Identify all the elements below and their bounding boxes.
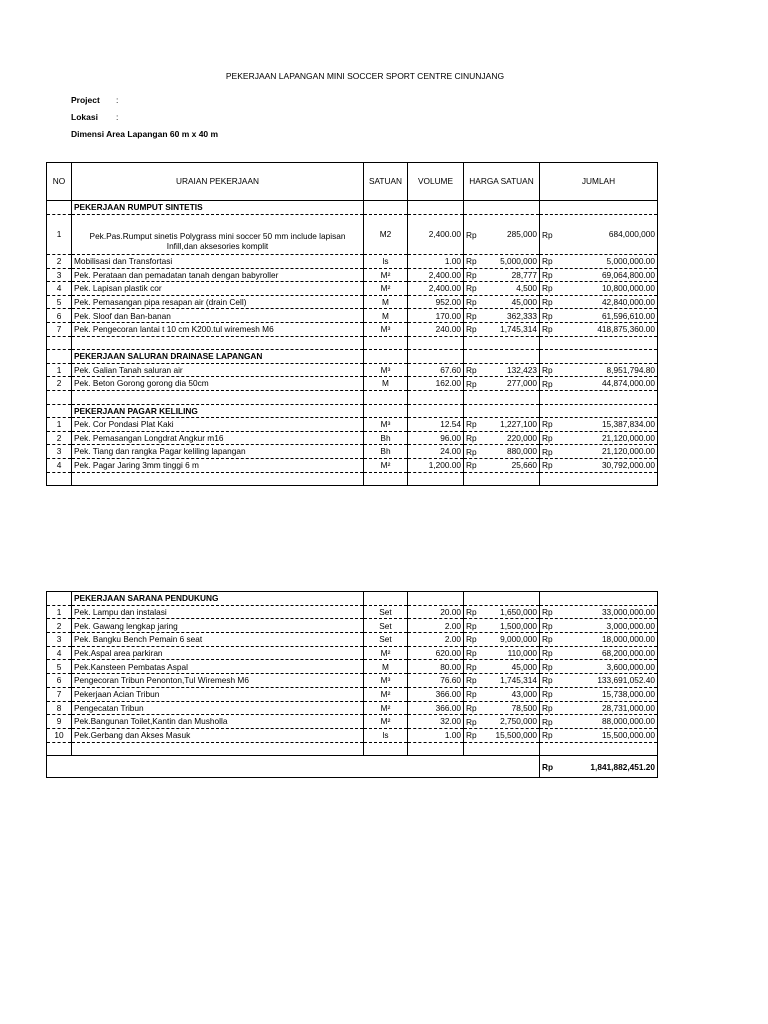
- row-unit: M: [364, 295, 408, 309]
- total-value: 15,738,000.00: [601, 689, 655, 699]
- row-desc: Pekerjaan Acian Tribun: [72, 687, 364, 701]
- row-volume: 2.00: [408, 619, 464, 633]
- total-value: 21,120,000.00: [601, 446, 655, 457]
- row-unit: M²: [364, 687, 408, 701]
- section-title: PEKERJAAN RUMPUT SINTETIS: [72, 201, 364, 215]
- row-price: [464, 458, 540, 472]
- price-value: 45,000: [511, 296, 537, 307]
- currency-label: Rp: [466, 229, 477, 240]
- section-header-row: [47, 201, 658, 215]
- row-desc: Pek. Pemasangan pipa resapan air (drain Cell): [72, 295, 364, 309]
- row-volume: 1.00: [408, 255, 464, 269]
- row-no: 5: [47, 660, 72, 674]
- currency-label: Rp: [466, 283, 477, 294]
- currency-label: Rp: [466, 647, 477, 658]
- row-volume: 170.00: [408, 309, 464, 323]
- total-value: 30,792,000.00: [601, 460, 655, 471]
- row-unit: Set: [364, 633, 408, 647]
- currency-label: Rp: [542, 364, 553, 375]
- row-unit: M³: [364, 674, 408, 688]
- row-total: [540, 322, 658, 336]
- spacer-row: [47, 336, 658, 350]
- total-value: 21,120,000.00: [601, 432, 655, 443]
- header-harga: HARGA SATUAN: [464, 163, 540, 201]
- row-total: [540, 715, 658, 729]
- currency-label: Rp: [542, 675, 553, 686]
- row-unit: Set: [364, 619, 408, 633]
- currency-label: Rp: [466, 634, 477, 645]
- currency-label: Rp: [466, 256, 477, 267]
- row-unit: M: [364, 377, 408, 391]
- row-no: 1: [47, 605, 72, 619]
- row-volume: 24.00: [408, 445, 464, 459]
- row-no: 4: [47, 458, 72, 472]
- row-desc: Pek.Pas.Rumput sinetis Polygrass mini soccer 50 mm include lapisan Infill,dan aksesories komplit: [72, 215, 364, 255]
- table-row: [47, 701, 658, 715]
- row-price: [464, 418, 540, 432]
- row-total: [540, 295, 658, 309]
- total-value: 133,691,052.40: [597, 675, 655, 686]
- currency-label: Rp: [542, 378, 553, 389]
- row-no: 4: [47, 646, 72, 660]
- row-no: 8: [47, 701, 72, 715]
- row-volume: 32.00: [408, 715, 464, 729]
- table-row: [47, 445, 658, 459]
- price-value: 43,000: [511, 689, 537, 699]
- row-total: [540, 418, 658, 432]
- currency-label: Rp: [542, 283, 553, 294]
- price-value: 880,000: [507, 446, 537, 457]
- row-total: [540, 309, 658, 323]
- total-value: 10,800,000.00: [601, 283, 655, 294]
- row-price: [464, 363, 540, 377]
- row-no: 2: [47, 255, 72, 269]
- currency-label: Rp: [542, 606, 553, 617]
- row-unit: M²: [364, 646, 408, 660]
- table-row: [47, 363, 658, 377]
- header-satuan: SATUAN: [364, 163, 408, 201]
- currency-label: Rp: [466, 675, 477, 686]
- header-volume: VOLUME: [408, 163, 464, 201]
- currency-label: Rp: [466, 310, 477, 321]
- lokasi-colon: :: [116, 112, 119, 122]
- table-header: [47, 163, 658, 201]
- header-jumlah: JUMLAH: [540, 163, 658, 201]
- row-unit: M: [364, 660, 408, 674]
- grand-total-row: [47, 756, 658, 778]
- table-row: [47, 431, 658, 445]
- currency-label: Rp: [466, 606, 477, 617]
- currency-label: Rp: [542, 689, 553, 700]
- row-price: [464, 322, 540, 336]
- price-value: 25,660: [511, 460, 537, 471]
- row-desc: Pek. Pagar Jaring 3mm tinggi 6 m: [72, 458, 364, 472]
- currency-label: Rp: [466, 419, 477, 430]
- currency-label: Rp: [542, 324, 553, 335]
- row-unit: ls: [364, 255, 408, 269]
- section-header-row: [47, 404, 658, 418]
- price-value: 1,745,314: [500, 675, 537, 686]
- row-volume: 67.60: [408, 363, 464, 377]
- row-unit: M³: [364, 363, 408, 377]
- grand-total: [540, 756, 658, 778]
- section-header-row: [47, 350, 658, 364]
- currency-label: Rp: [466, 620, 477, 631]
- row-no: 1: [47, 215, 72, 255]
- row-desc: Pek. Lapisan plastik cor: [72, 282, 364, 296]
- project-row: [71, 95, 119, 105]
- row-desc: Pek. Pemasangan Longdrat Angkur m16: [72, 431, 364, 445]
- table-row: [47, 715, 658, 729]
- row-total: [540, 646, 658, 660]
- currency-label: Rp: [466, 432, 477, 443]
- row-total: [540, 215, 658, 255]
- currency-label: Rp: [466, 446, 477, 457]
- grand-total-value: 1,841,882,451.20: [590, 761, 655, 772]
- row-volume: 1,200.00: [408, 458, 464, 472]
- total-value: 33,000,000.00: [601, 606, 655, 617]
- currency-label: Rp: [542, 432, 553, 443]
- price-value: 78,500: [511, 702, 537, 713]
- row-unit: M²: [364, 715, 408, 729]
- row-no: 4: [47, 282, 72, 296]
- row-total: [540, 268, 658, 282]
- row-unit: M²: [364, 458, 408, 472]
- row-unit: ls: [364, 728, 408, 742]
- header-uraian: URAIAN PEKERJAAN: [72, 163, 364, 201]
- section-title: PEKERJAAN SALURAN DRAINASE LAPANGAN: [72, 350, 364, 364]
- row-price: [464, 701, 540, 715]
- row-desc: Pek. Bangku Bench Pemain 6 seat: [72, 633, 364, 647]
- price-value: 28,777: [511, 269, 537, 280]
- row-no: 3: [47, 445, 72, 459]
- row-no: 7: [47, 687, 72, 701]
- row-volume: 952.00: [408, 295, 464, 309]
- row-price: [464, 377, 540, 391]
- rab-table-1: [46, 162, 658, 486]
- table-row: [47, 377, 658, 391]
- total-value: 5,000,000.00: [606, 256, 655, 267]
- row-volume: 2.00: [408, 633, 464, 647]
- row-price: [464, 646, 540, 660]
- row-total: [540, 431, 658, 445]
- document-title: PEKERJAAN LAPANGAN MINI SOCCER SPORT CENTRE CINUNJANG: [225, 71, 505, 81]
- price-value: 1,745,314: [500, 324, 537, 335]
- row-no: 2: [47, 377, 72, 391]
- row-total: [540, 660, 658, 674]
- row-no: 3: [47, 268, 72, 282]
- table-row: [47, 633, 658, 647]
- row-desc: Pengecoran Tribun Penonton,Tul Wiremesh M6: [72, 674, 364, 688]
- row-volume: 366.00: [408, 701, 464, 715]
- row-price: [464, 633, 540, 647]
- row-volume: 80.00: [408, 660, 464, 674]
- row-price: [464, 295, 540, 309]
- row-volume: 366.00: [408, 687, 464, 701]
- row-unit: M: [364, 309, 408, 323]
- currency-label: Rp: [542, 269, 553, 280]
- table-row: [47, 660, 658, 674]
- currency-label: Rp: [542, 647, 553, 658]
- row-unit: M³: [364, 322, 408, 336]
- row-total: [540, 458, 658, 472]
- currency-label: Rp: [466, 460, 477, 471]
- currency-label: Rp: [542, 229, 553, 240]
- row-total: [540, 619, 658, 633]
- spacer-row: [47, 472, 658, 486]
- total-value: 68,200,000.00: [601, 647, 655, 658]
- section-title: PEKERJAAN PAGAR KELILING: [72, 404, 364, 418]
- total-value: 684,000,000: [608, 229, 655, 240]
- row-desc: Pek.Gerbang dan Akses Masuk: [72, 728, 364, 742]
- table-row: [47, 728, 658, 742]
- table-row: [47, 268, 658, 282]
- spacer-row: [47, 390, 658, 404]
- row-total: [540, 701, 658, 715]
- row-total: [540, 633, 658, 647]
- currency-label: Rp: [466, 661, 477, 672]
- price-value: 1,650,000: [500, 606, 537, 617]
- row-total: [540, 728, 658, 742]
- row-no: 5: [47, 295, 72, 309]
- table-row: [47, 674, 658, 688]
- price-value: 1,227,100: [500, 419, 537, 430]
- total-value: 15,500,000.00: [601, 730, 655, 741]
- row-desc: Mobilisasi dan Transfortasi: [72, 255, 364, 269]
- row-price: [464, 282, 540, 296]
- rab-table-2: [46, 591, 658, 778]
- price-value: 1,500,000: [500, 620, 537, 631]
- price-value: 9,000,000: [500, 634, 537, 645]
- currency-label: Rp: [542, 296, 553, 307]
- row-volume: 240.00: [408, 322, 464, 336]
- row-total: [540, 255, 658, 269]
- row-price: [464, 674, 540, 688]
- row-total: [540, 377, 658, 391]
- row-total: [540, 687, 658, 701]
- row-price: [464, 728, 540, 742]
- total-value: 15,387,834.00: [601, 419, 655, 430]
- section-title: PEKERJAAN SARANA PENDUKUNG: [72, 592, 364, 606]
- row-unit: M²: [364, 268, 408, 282]
- row-unit: M2: [364, 215, 408, 255]
- row-volume: 20.00: [408, 605, 464, 619]
- row-price: [464, 660, 540, 674]
- row-desc: Pek. Sloof dan Ban-banan: [72, 309, 364, 323]
- row-price: [464, 255, 540, 269]
- row-volume: 96.00: [408, 431, 464, 445]
- total-value: 3,600,000.00: [606, 661, 655, 672]
- row-volume: 76.60: [408, 674, 464, 688]
- currency-label: Rp: [466, 378, 477, 389]
- row-desc: Pek. Pengecoran lantai t 10 cm K200.tul wiremesh M6: [72, 322, 364, 336]
- currency-label: Rp: [542, 256, 553, 267]
- total-value: 88,000,000.00: [601, 716, 655, 727]
- price-value: 220,000: [507, 432, 537, 443]
- row-price: [464, 687, 540, 701]
- currency-label: Rp: [466, 730, 477, 741]
- row-desc: Pek. Cor Pondasi Plat Kaki: [72, 418, 364, 432]
- currency-label: Rp: [466, 324, 477, 335]
- row-desc: Pek. Perataan dan pemadatan tanah dengan babyroller: [72, 268, 364, 282]
- row-no: 3: [47, 633, 72, 647]
- row-unit: M²: [364, 701, 408, 715]
- currency-label: Rp: [542, 460, 553, 471]
- row-volume: 2,400.00: [408, 268, 464, 282]
- currency-label: Rp: [466, 269, 477, 280]
- row-unit: M²: [364, 282, 408, 296]
- row-volume: 2,400.00: [408, 215, 464, 255]
- currency-label: Rp: [466, 364, 477, 375]
- row-desc: Pek.Aspal area parkiran: [72, 646, 364, 660]
- section-header-row: [47, 592, 658, 606]
- currency-label: Rp: [542, 702, 553, 713]
- row-price: [464, 715, 540, 729]
- table-row: [47, 418, 658, 432]
- row-no: 6: [47, 674, 72, 688]
- row-total: [540, 282, 658, 296]
- row-volume: 2,400.00: [408, 282, 464, 296]
- row-volume: 1.00: [408, 728, 464, 742]
- total-value: 18,000,000.00: [601, 634, 655, 645]
- row-desc: Pengecatan Tribun: [72, 701, 364, 715]
- row-price: [464, 431, 540, 445]
- table-row: [47, 255, 658, 269]
- price-value: 277,000: [507, 378, 537, 389]
- price-value: 45,000: [511, 661, 537, 672]
- project-label: Project: [71, 95, 100, 105]
- spacer-row: [47, 742, 658, 756]
- row-desc: Pek. Lampu dan instalasi: [72, 605, 364, 619]
- price-value: 362,333: [507, 310, 537, 321]
- price-value: 110,000: [507, 647, 537, 658]
- row-desc: Pek. Tiang dan rangka Pagar keliling lapangan: [72, 445, 364, 459]
- row-desc: Pek. Galian Tanah saluran air: [72, 363, 364, 377]
- table-row: [47, 322, 658, 336]
- project-colon: :: [116, 95, 119, 105]
- price-value: 132,423: [507, 364, 537, 375]
- row-desc: Pek. Gawang lengkap jaring: [72, 619, 364, 633]
- price-value: 285,000: [507, 229, 537, 240]
- total-value: 61,596,610.00: [601, 310, 655, 321]
- total-value: 42,840,000.00: [601, 296, 655, 307]
- row-no: 1: [47, 418, 72, 432]
- row-no: 2: [47, 619, 72, 633]
- row-price: [464, 445, 540, 459]
- row-unit: Bh: [364, 445, 408, 459]
- table-row: [47, 309, 658, 323]
- currency-label: Rp: [466, 702, 477, 713]
- row-price: [464, 605, 540, 619]
- row-total: [540, 363, 658, 377]
- price-value: 4,500: [516, 283, 537, 294]
- row-total: [540, 445, 658, 459]
- price-value: 5,000,000: [500, 256, 537, 267]
- total-value: 8,951,794.80: [606, 364, 655, 375]
- row-total: [540, 674, 658, 688]
- row-volume: 620.00: [408, 646, 464, 660]
- row-no: 2: [47, 431, 72, 445]
- table-row: [47, 458, 658, 472]
- total-value: 44,874,000.00: [601, 378, 655, 389]
- lokasi-row: [71, 112, 119, 122]
- total-value: 418,875,360.00: [597, 324, 655, 335]
- header-no: NO: [52, 176, 66, 187]
- row-no: 6: [47, 309, 72, 323]
- row-unit: Bh: [364, 431, 408, 445]
- currency-label: Rp: [542, 661, 553, 672]
- table-row: [47, 619, 658, 633]
- currency-label: Rp: [542, 730, 553, 741]
- row-unit: Set: [364, 605, 408, 619]
- row-no: 1: [47, 363, 72, 377]
- row-unit: M³: [364, 418, 408, 432]
- currency-label: Rp: [542, 310, 553, 321]
- table-row: [47, 687, 658, 701]
- currency-label: Rp: [542, 634, 553, 645]
- total-value: 28,731,000.00: [601, 702, 655, 713]
- dimensi-text: Dimensi Area Lapangan 60 m x 40 m: [71, 129, 219, 139]
- row-desc: Pek.Bangunan Toilet,Kantin dan Musholla: [72, 715, 364, 729]
- lokasi-label: Lokasi: [71, 112, 98, 122]
- row-desc: Pek. Beton Gorong gorong dia 50cm: [72, 377, 364, 391]
- table-row: [47, 282, 658, 296]
- currency-label: Rp: [542, 419, 553, 430]
- table-row: [47, 605, 658, 619]
- table-row: [47, 215, 658, 255]
- row-price: [464, 215, 540, 255]
- row-no: 7: [47, 322, 72, 336]
- total-value: 69,064,800.00: [601, 269, 655, 280]
- price-value: 15,500,000: [495, 730, 537, 741]
- row-desc: Pek.Kansteen Pembatas Aspal: [72, 660, 364, 674]
- currency-label: Rp: [542, 716, 553, 727]
- currency-label: Rp: [542, 761, 554, 772]
- currency-label: Rp: [542, 620, 553, 631]
- row-no: 9: [47, 715, 72, 729]
- table-row: [47, 295, 658, 309]
- price-value: 2,750,000: [500, 716, 537, 727]
- row-price: [464, 619, 540, 633]
- row-price: [464, 268, 540, 282]
- currency-label: Rp: [466, 296, 477, 307]
- row-total: [540, 605, 658, 619]
- table-row: [47, 646, 658, 660]
- currency-label: Rp: [466, 689, 477, 700]
- currency-label: Rp: [466, 716, 477, 727]
- row-volume: 162.00: [408, 377, 464, 391]
- currency-label: Rp: [542, 446, 553, 457]
- row-price: [464, 309, 540, 323]
- total-value: 3,000,000.00: [606, 620, 655, 631]
- row-no: 10: [47, 728, 72, 742]
- row-volume: 12.54: [408, 418, 464, 432]
